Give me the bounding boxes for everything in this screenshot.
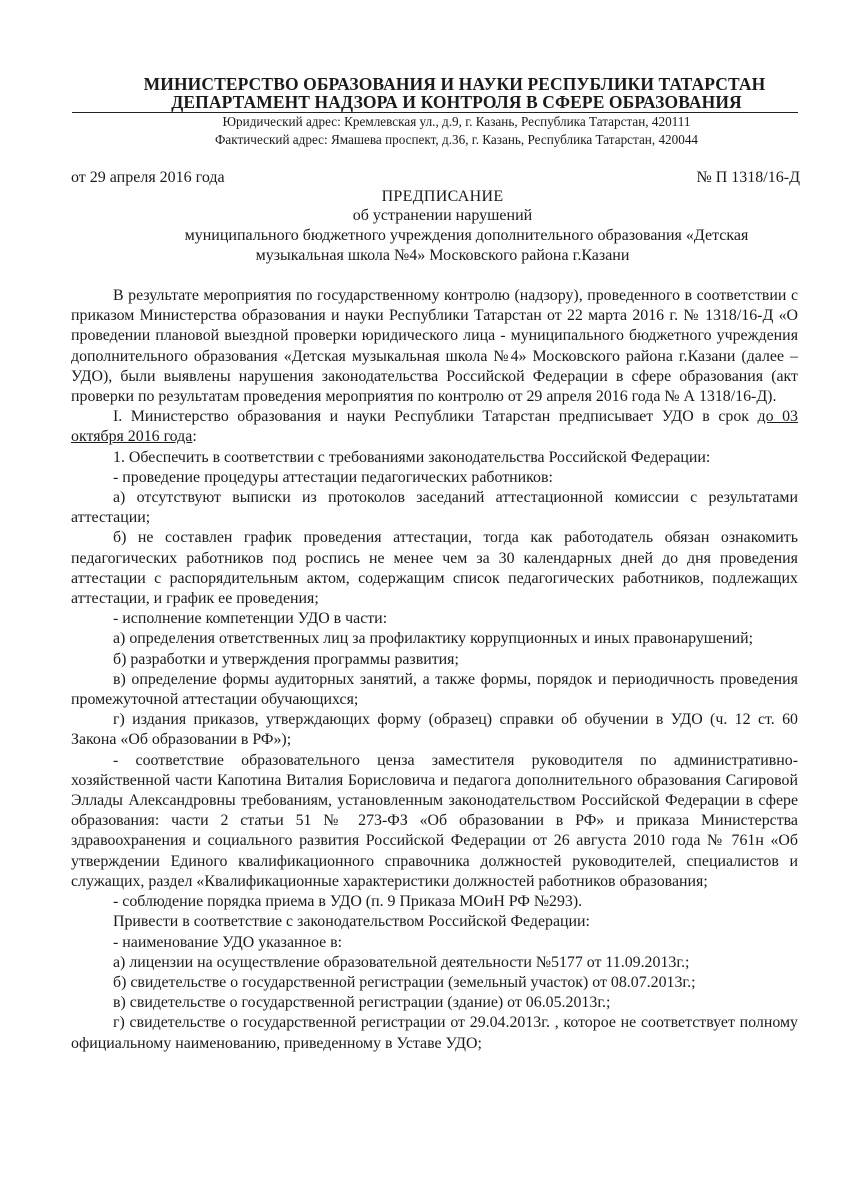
institution-name-line2: музыкальная школа №4» Московского района г.Казани <box>255 247 630 264</box>
name-heading: - наименование УДО указанное в: <box>113 933 343 951</box>
name-item-d: г) свидетельстве о государственной регистрации от 29.04.2013г. , которое не соответствует полному официальному наименованию, приведенному в Уставе УДО; <box>71 1014 798 1052</box>
name-item-a: а) лицензии на осуществление образовательной деятельности №5177 от 11.09.2013г.; <box>113 953 690 971</box>
document-title: ПРЕДПИСАНИЕ <box>381 188 504 205</box>
directive-colon: : <box>192 428 197 446</box>
legal-address: Юридический адрес: Кремлевская ул., д.9, г. Казань, Республика Татарстан, 420111 <box>222 114 691 129</box>
competence-a: а) определения ответственных лиц за профилактику коррупционных и иных правонарушений; <box>113 630 753 648</box>
intro-paragraph: В результате мероприятия по государственному контролю (надзору), проведенного в соответствии с приказом Министерства образования и науки Республики Татарстан от 22 марта 2016 г. № 1318/16-Д «О проведении плановой выездной проверки юридического лица - муниципального бюджетного учреждения дополнительного образования «Детская музыкальная школа №4» Московского района г.Казани (далее – УДО), были выявлены нарушения законодательства Российской Федерации в сфере образования (акт проверки по результатам проведения мероприятия по контролю от 29 апреля 2016 года № А 1318/16-Д). <box>71 287 798 406</box>
attestation-a: а) отсутствуют выписки из протоколов заседаний аттестационной комиссии с результатами аттестации; <box>71 489 798 527</box>
item-1: 1. Обеспечить в соответствии с требованиями законодательства Российской Федерации: <box>113 448 711 466</box>
competence-heading: - исполнение компетенции УДО в части: <box>113 610 388 628</box>
actual-address: Фактический адрес: Ямашева проспект, д.36, г. Казань, Республика Татарстан, 420044 <box>214 132 699 147</box>
header-divider <box>72 112 798 113</box>
document-subtitle: об устранении нарушений <box>352 207 533 224</box>
attestation-heading: - проведение процедуры аттестации педагогических работников: <box>113 468 553 486</box>
directive-text: I. Министерство образования и науки Республики Татарстан предписывает УДО в срок <box>113 408 758 426</box>
institution-name-line1: муниципального бюджетного учреждения дополнительного образования «Детская <box>184 227 749 244</box>
competence-d: г) издания приказов, утверждающих форму (образец) справки об обучении в УДО (ч. 12 ст. 60 Закона «Об образовании в РФ»); <box>71 711 798 749</box>
name-item-c: в) свидетельстве о государственной регистрации (здание) от 06.05.2013г.; <box>113 994 611 1012</box>
competence-c: в) определение формы аудиторных занятий, а также формы, порядок и периодичность проведения промежуточной аттестации обучающихся; <box>71 670 798 709</box>
document-number: № П 1318/16-Д <box>696 169 800 186</box>
deadline: до 03 октября 2016 года <box>71 408 798 446</box>
department-name: ДЕПАРТАМЕНТ НАДЗОРА И КОНТРОЛЯ В СФЕРЕ ОБРАЗОВАНИЯ <box>171 92 742 112</box>
name-item-b: б) свидетельстве о государственной регистрации (земельный участок) от 08.07.2013г.; <box>113 973 696 991</box>
compliance-heading: Привести в соответствие с законодательством Российской Федерации: <box>113 913 590 931</box>
directive-paragraph <box>71 407 798 447</box>
admission-paragraph: - соблюдение порядка приема в УДО (п. 9 Приказа МОиН РФ №293). <box>113 893 583 911</box>
attestation-b: б) не составлен график проведения аттестации, тогда как работодатель обязан ознакомить педагогических работников под роспись не менее чем за 30 календарных дней до дня проведения аттестации с распорядительным актом, содержащим список педагогических работников, подлежащих аттестации, и график ее проведения; <box>71 529 798 608</box>
document-body <box>71 286 798 1054</box>
document-date: от 29 апреля 2016 года <box>71 169 225 186</box>
qualification-paragraph: - соответствие образовательного ценза заместителя руководителя по административно-хозяйственной части Капотина Виталия Борисловича и педагога дополнительного образования Сагировой Эллады Александровны требованиям, установленным законодательством Российской Федерации в сфере образования: части 2 статьи 51 № 273-ФЗ «Об образовании в РФ» и приказа Министерства здравоохранения и социального развития Российской Федерации от 26 августа 2010 года № 761н «Об утверждении Единого квалификационного справочника должностей руководителей, специалистов и служащих, раздел «Квалификационные характеристики должностей работников образования; <box>71 751 798 890</box>
competence-b: б) разработки и утверждения программы развития; <box>113 650 459 668</box>
ministry-name: МИНИСТЕРСТВО ОБРАЗОВАНИЯ И НАУКИ РЕСПУБЛИКИ ТАТАРСТАН <box>143 74 766 94</box>
